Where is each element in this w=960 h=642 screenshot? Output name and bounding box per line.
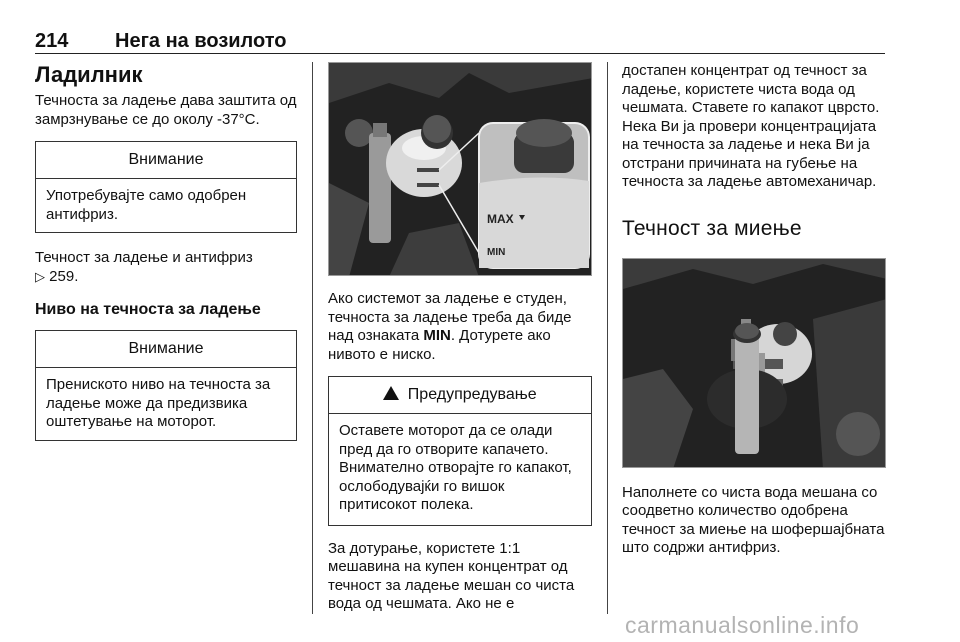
warning-title xyxy=(329,377,591,414)
section-title-washer-fluid: Течност за миење xyxy=(622,216,802,240)
warning-title-text: Предупредување xyxy=(407,386,537,403)
min-mark-label: MIN xyxy=(487,247,506,258)
coolant-cold-paragraph xyxy=(328,290,592,364)
para1-before: Ако системот за ладење е студен, течноста за ладење треба да биде над ознаката xyxy=(328,290,572,344)
ref-arrow-icon: ▷ xyxy=(35,268,45,284)
column-2 xyxy=(328,62,592,614)
page-header xyxy=(35,30,885,52)
notice-box-1 xyxy=(35,141,297,233)
washer-fluid-paragraph: Наполнете со чиста вода мешана со соодветно количество одобрена течност за миење на шофершајбната што содржи антифриз. xyxy=(622,483,885,556)
antifreeze-ref-page: 259. xyxy=(49,267,79,285)
coolant-reservoir-figure xyxy=(328,62,592,276)
page-number: 214 xyxy=(35,30,69,52)
header-rule xyxy=(35,53,885,54)
notice-box-2 xyxy=(35,330,297,441)
antifreeze-ref xyxy=(35,249,297,286)
coolant-continued-paragraph: достапен концентрат од течност за ладење, користете чиста вода од чешмата. Ставете го капакот цврсто. Нека Ви ја провери концентрацијата на течноста за ладење и нека Ви ја отстрани причината на губење на течноста за ладење автомеханичар. xyxy=(622,62,880,190)
column-1 xyxy=(35,62,297,441)
radiator-intro: Течноста за ладење дава заштита од замрзнување се до околу -37°C. xyxy=(35,92,297,128)
notice-title: Внимание xyxy=(36,331,296,368)
washer-reservoir-illustration xyxy=(623,259,886,468)
notice-body: Прениското ниво на течноста за ладење може да предизвика оштетување на моторот. xyxy=(46,376,271,430)
section-title-radiator: Ладилник xyxy=(35,62,143,87)
antifreeze-ref-text: Течност за ладење и антифриз xyxy=(35,249,253,266)
warning-box xyxy=(328,376,592,526)
max-mark-label: MAX xyxy=(487,212,514,226)
watermark: carmanualsonline.info xyxy=(625,612,860,638)
column-divider-1 xyxy=(312,62,313,614)
coolant-level-heading: Ниво на течноста за ладење xyxy=(35,301,261,318)
running-title: Нега на возилото xyxy=(115,30,287,52)
washer-fluid-figure xyxy=(622,258,886,468)
para1-after: . Дотурете ако нивото е ниско. xyxy=(328,327,551,363)
notice-body: Употребувајте само одобрен антифриз. xyxy=(46,187,247,223)
topping-up-paragraph: За дотурање, користете 1:1 мешавина на купен концентрат од течност за ладење мешан со чиста вода од чешмата. Ако не е xyxy=(328,539,575,612)
column-3 xyxy=(622,62,886,558)
engine-bay-illustration xyxy=(329,63,592,276)
warning-triangle-icon xyxy=(383,386,399,400)
column-divider-2 xyxy=(607,62,608,614)
warning-body: Оставете моторот да се олади пред да го отворите капачето. Внимателно отворајте го капакот, ослободувајќи го вишок притисокот полека. xyxy=(339,422,572,513)
notice-title: Внимание xyxy=(36,142,296,179)
min-mark-reference: MIN xyxy=(423,327,451,344)
